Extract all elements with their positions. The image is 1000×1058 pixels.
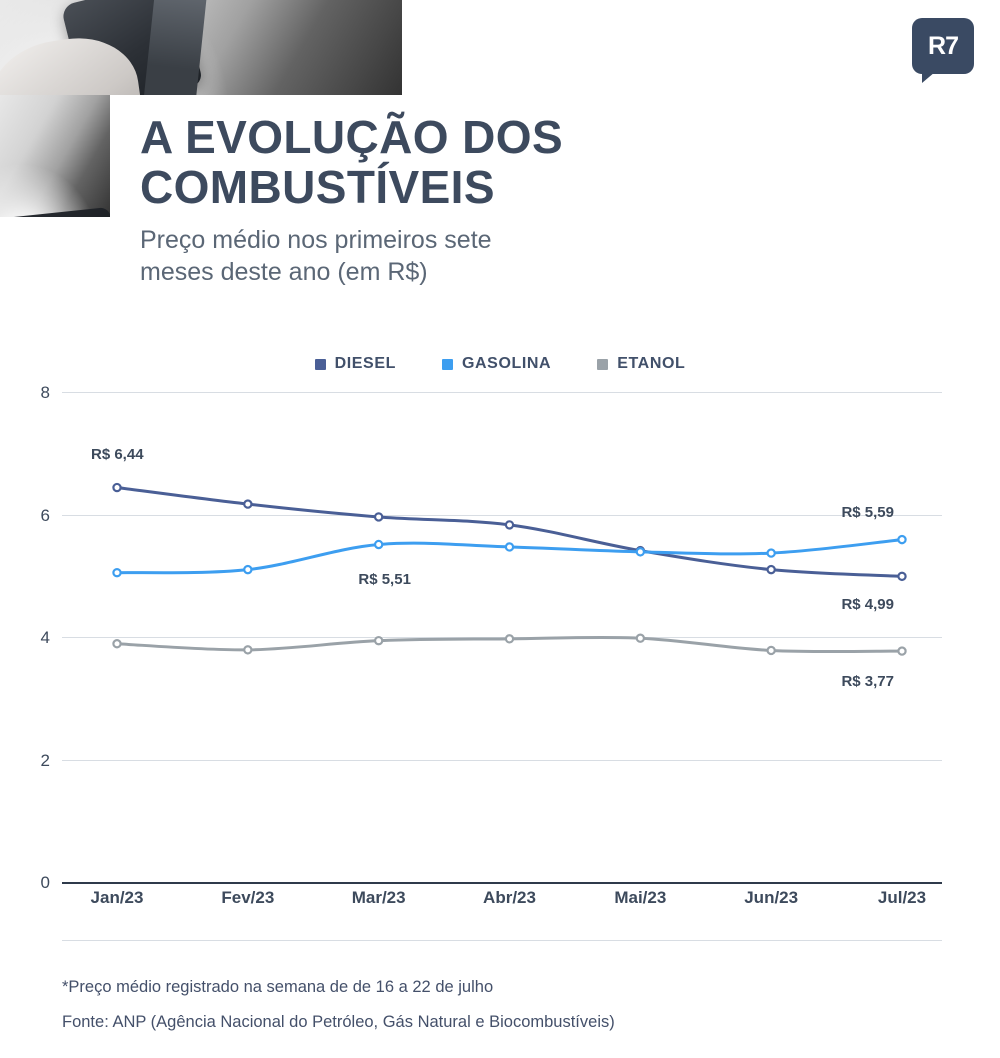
y-axis-label-4: 4 bbox=[40, 628, 50, 647]
chart-plot-area bbox=[40, 383, 942, 892]
page-subtitle bbox=[140, 224, 880, 288]
annotation-gasolina-2: R$ 5,51 bbox=[358, 570, 411, 588]
page-title bbox=[140, 113, 880, 212]
x-axis-label-mai-23: Mai/23 bbox=[614, 888, 667, 907]
point-gasolina-0 bbox=[113, 569, 120, 576]
title-block bbox=[140, 113, 880, 288]
point-etanol-6 bbox=[898, 647, 905, 654]
point-etanol-0 bbox=[113, 640, 120, 647]
annotation-diesel-0: R$ 6,44 bbox=[91, 445, 144, 463]
legend-label-diesel: DIESEL bbox=[334, 355, 396, 372]
r7-logo-text: R7 bbox=[928, 31, 958, 60]
legend-item-etanol bbox=[597, 355, 685, 373]
r7-logo bbox=[912, 18, 974, 74]
photo-background-lower bbox=[0, 95, 110, 217]
line-diesel bbox=[117, 488, 902, 577]
legend-label-etanol: ETANOL bbox=[617, 355, 686, 372]
x-axis-label-jan-23: Jan/23 bbox=[90, 888, 144, 907]
x-axis-label-jun-23: Jun/23 bbox=[744, 888, 799, 907]
point-etanol-3 bbox=[506, 635, 513, 642]
point-diesel-2 bbox=[375, 513, 382, 520]
footer-divider bbox=[62, 940, 942, 941]
point-etanol-1 bbox=[244, 646, 251, 653]
legend-label-gasolina: GASOLINA bbox=[461, 355, 552, 372]
point-gasolina-3 bbox=[506, 543, 513, 550]
header-photo bbox=[0, 0, 402, 95]
annotation-etanol-6: R$ 3,77 bbox=[841, 673, 894, 691]
footnote-source: Fonte: ANP (Agência Nacional do Petróleo, Gás Natural e Biocombustíveis) bbox=[62, 1013, 615, 1031]
legend-swatch-etanol bbox=[597, 359, 608, 370]
point-gasolina-1 bbox=[244, 566, 251, 573]
point-gasolina-4 bbox=[637, 548, 644, 555]
y-axis-label-0: 0 bbox=[40, 873, 50, 892]
y-axis-label-8: 8 bbox=[40, 383, 50, 402]
chart-legend bbox=[0, 355, 1000, 373]
point-diesel-0 bbox=[113, 484, 120, 491]
point-gasolina-2 bbox=[375, 541, 382, 548]
x-axis-label-fev-23: Fev/23 bbox=[221, 888, 275, 907]
legend-swatch-diesel bbox=[315, 359, 326, 370]
point-gasolina-5 bbox=[768, 549, 775, 556]
annotation-diesel-6: R$ 4,99 bbox=[841, 596, 894, 614]
point-etanol-2 bbox=[375, 637, 382, 644]
page-title-line1: A EVOLUÇÃO DOS bbox=[140, 111, 564, 163]
point-etanol-4 bbox=[637, 635, 644, 642]
gridline-0 bbox=[62, 882, 942, 884]
point-etanol-5 bbox=[768, 647, 775, 654]
x-axis-label-jul-23: Jul/23 bbox=[877, 888, 927, 907]
point-diesel-6 bbox=[898, 573, 905, 580]
point-diesel-5 bbox=[768, 566, 775, 573]
point-diesel-3 bbox=[506, 521, 513, 528]
x-axis-label-abr-23: Abr/23 bbox=[483, 888, 536, 907]
page-title-line2: COMBUSTÍVEIS bbox=[140, 160, 495, 213]
y-axis-label-6: 6 bbox=[40, 505, 50, 525]
legend-swatch-gasolina bbox=[442, 359, 453, 370]
point-diesel-1 bbox=[244, 500, 251, 507]
page-subtitle-line2: meses deste ano (em R$) bbox=[140, 258, 428, 287]
point-gasolina-6 bbox=[898, 536, 905, 543]
annotation-gasolina-6: R$ 5,59 bbox=[841, 503, 894, 521]
chart-series-svg bbox=[62, 392, 942, 882]
chart-x-axis-labels bbox=[62, 888, 942, 918]
legend-item-diesel bbox=[315, 355, 396, 373]
header-photo-lower bbox=[0, 95, 110, 217]
footnote-price-note: *Preço médio registrado na semana de de 16 a 22 de julho bbox=[62, 978, 494, 996]
x-axis-label-mar-23: Mar/23 bbox=[351, 888, 406, 907]
legend-item-gasolina bbox=[442, 355, 551, 373]
page-subtitle-line1: Preço médio nos primeiros sete bbox=[140, 226, 492, 255]
y-axis-label-2: 2 bbox=[40, 750, 50, 770]
